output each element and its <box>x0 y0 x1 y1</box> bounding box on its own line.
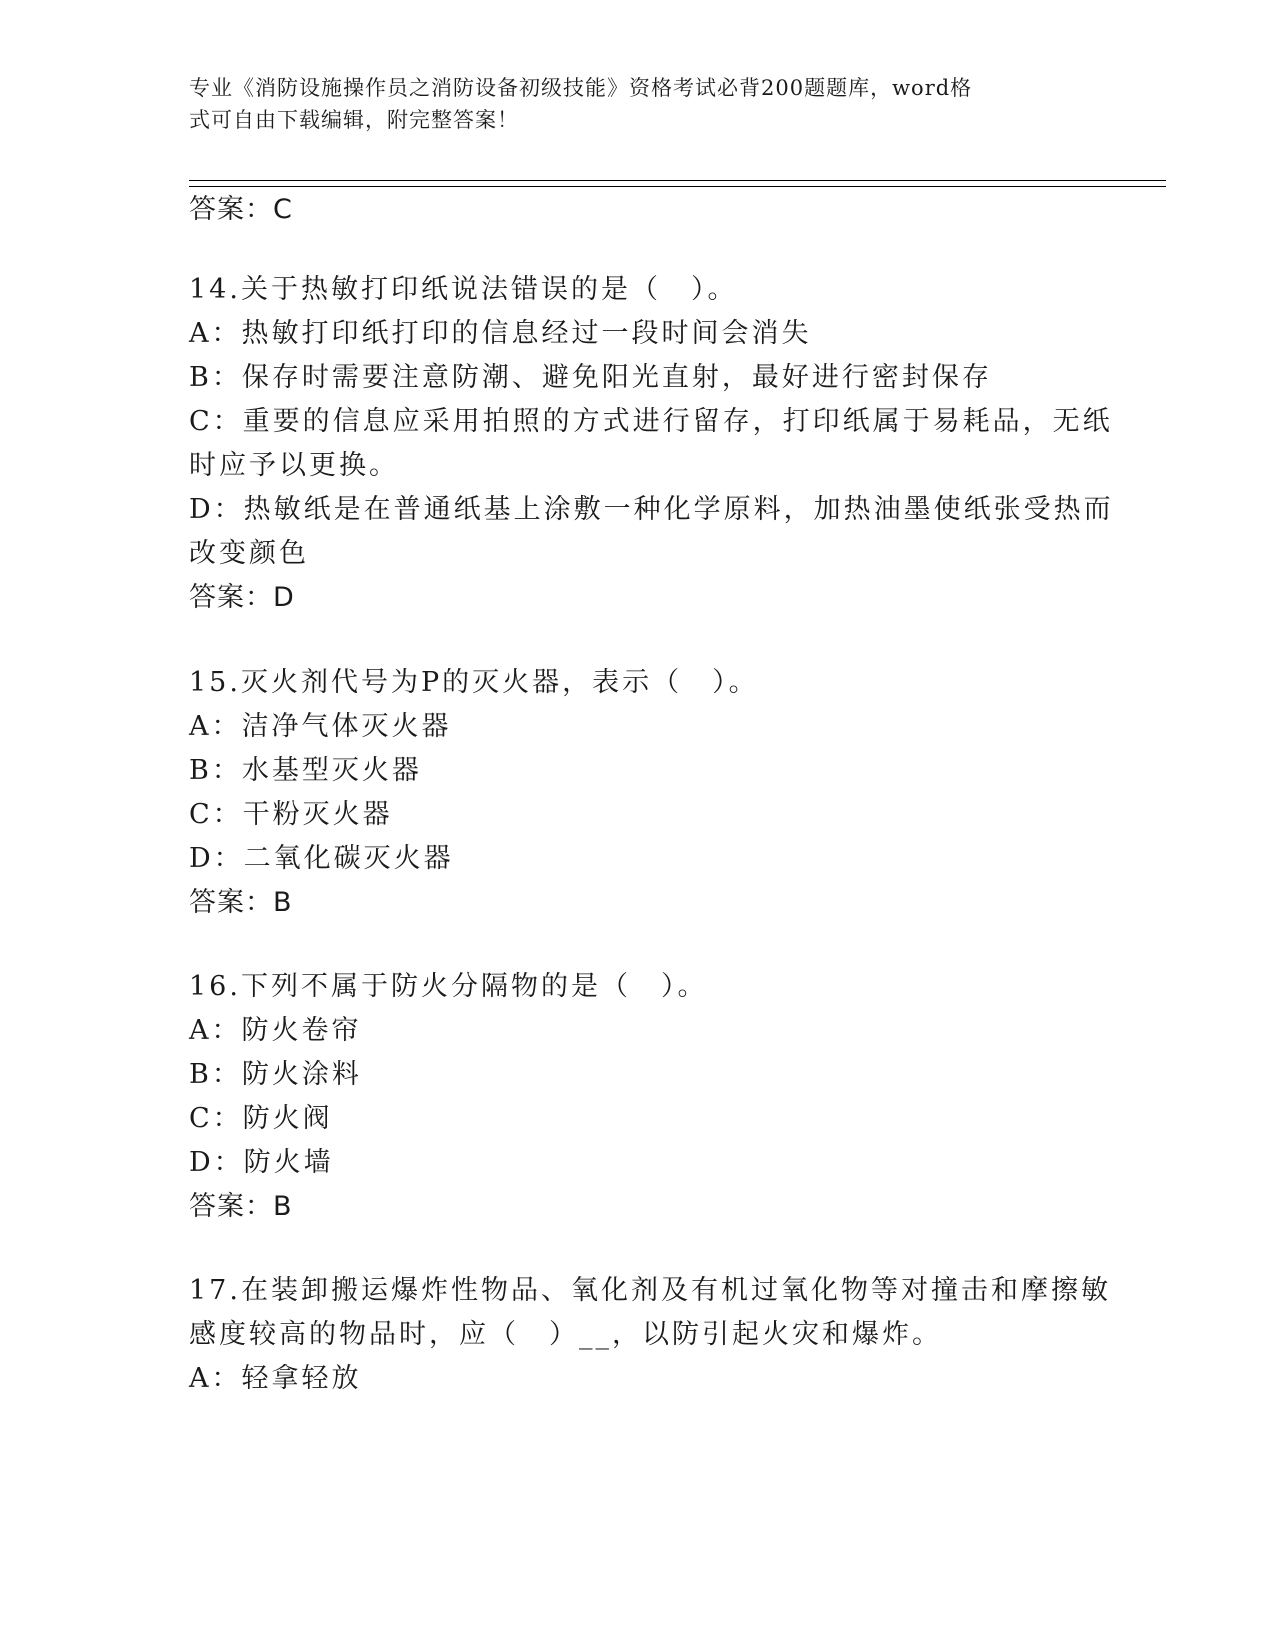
question-16-option-a: A：防火卷帘 <box>189 1015 362 1046</box>
document-header <box>189 72 1089 136</box>
question-15-option-b: B：水基型灭火器 <box>189 755 422 786</box>
answer-14: 答案：D <box>189 582 295 613</box>
question-17-option-a: A：轻拿轻放 <box>189 1363 362 1394</box>
question-15-stem: 15.灭火剂代号为P的灭火器，表示（ ）。 <box>189 667 759 698</box>
question-14-option-a: A：热敏打印纸打印的信息经过一段时间会消失 <box>189 318 812 349</box>
question-15-option-d: D：二氧化碳灭火器 <box>189 843 454 874</box>
question-16-option-d: D：防火墙 <box>189 1147 334 1178</box>
question-14-stem: 14.关于热敏打印纸说法错误的是（ ）。 <box>189 274 738 305</box>
question-14-option-c-cont: 时应予以更换。 <box>189 450 399 481</box>
question-16-option-c: C：防火阀 <box>189 1103 333 1134</box>
question-14-option-d: D：热敏纸是在普通纸基上涂敷一种化学原料，加热油墨使纸张受热而 <box>189 494 1114 525</box>
question-14-option-b: B：保存时需要注意防潮、避免阳光直射，最好进行密封保存 <box>189 362 992 393</box>
question-15-option-a: A：洁净气体灭火器 <box>189 711 452 742</box>
question-16-option-b: B：防火涂料 <box>189 1059 362 1090</box>
answer-15: 答案：B <box>189 887 293 918</box>
header-divider-bottom <box>189 186 1166 187</box>
question-14-option-c: C：重要的信息应采用拍照的方式进行留存，打印纸属于易耗品，无纸 <box>189 406 1113 437</box>
answer-16: 答案：B <box>189 1191 293 1222</box>
question-15-option-c: C：干粉灭火器 <box>189 799 393 830</box>
header-line-2: 式可自由下载编辑，附完整答案！ <box>189 108 519 132</box>
question-16-stem: 16.下列不属于防火分隔物的是（ ）。 <box>189 971 708 1002</box>
question-14-option-d-cont: 改变颜色 <box>189 538 309 569</box>
header-line-1: 专业《消防设施操作员之消防设备初级技能》资格考试必背200题题库，word格 <box>189 76 973 100</box>
question-17-stem: 17.在装卸搬运爆炸性物品、氧化剂及有机过氧化物等对撞击和摩擦敏 <box>189 1275 1111 1306</box>
question-17-stem-cont: 感度较高的物品时，应（ ）__，以防引起火灾和爆炸。 <box>189 1319 942 1350</box>
answer-13: 答案：C <box>189 194 293 225</box>
header-divider-top <box>189 180 1166 181</box>
